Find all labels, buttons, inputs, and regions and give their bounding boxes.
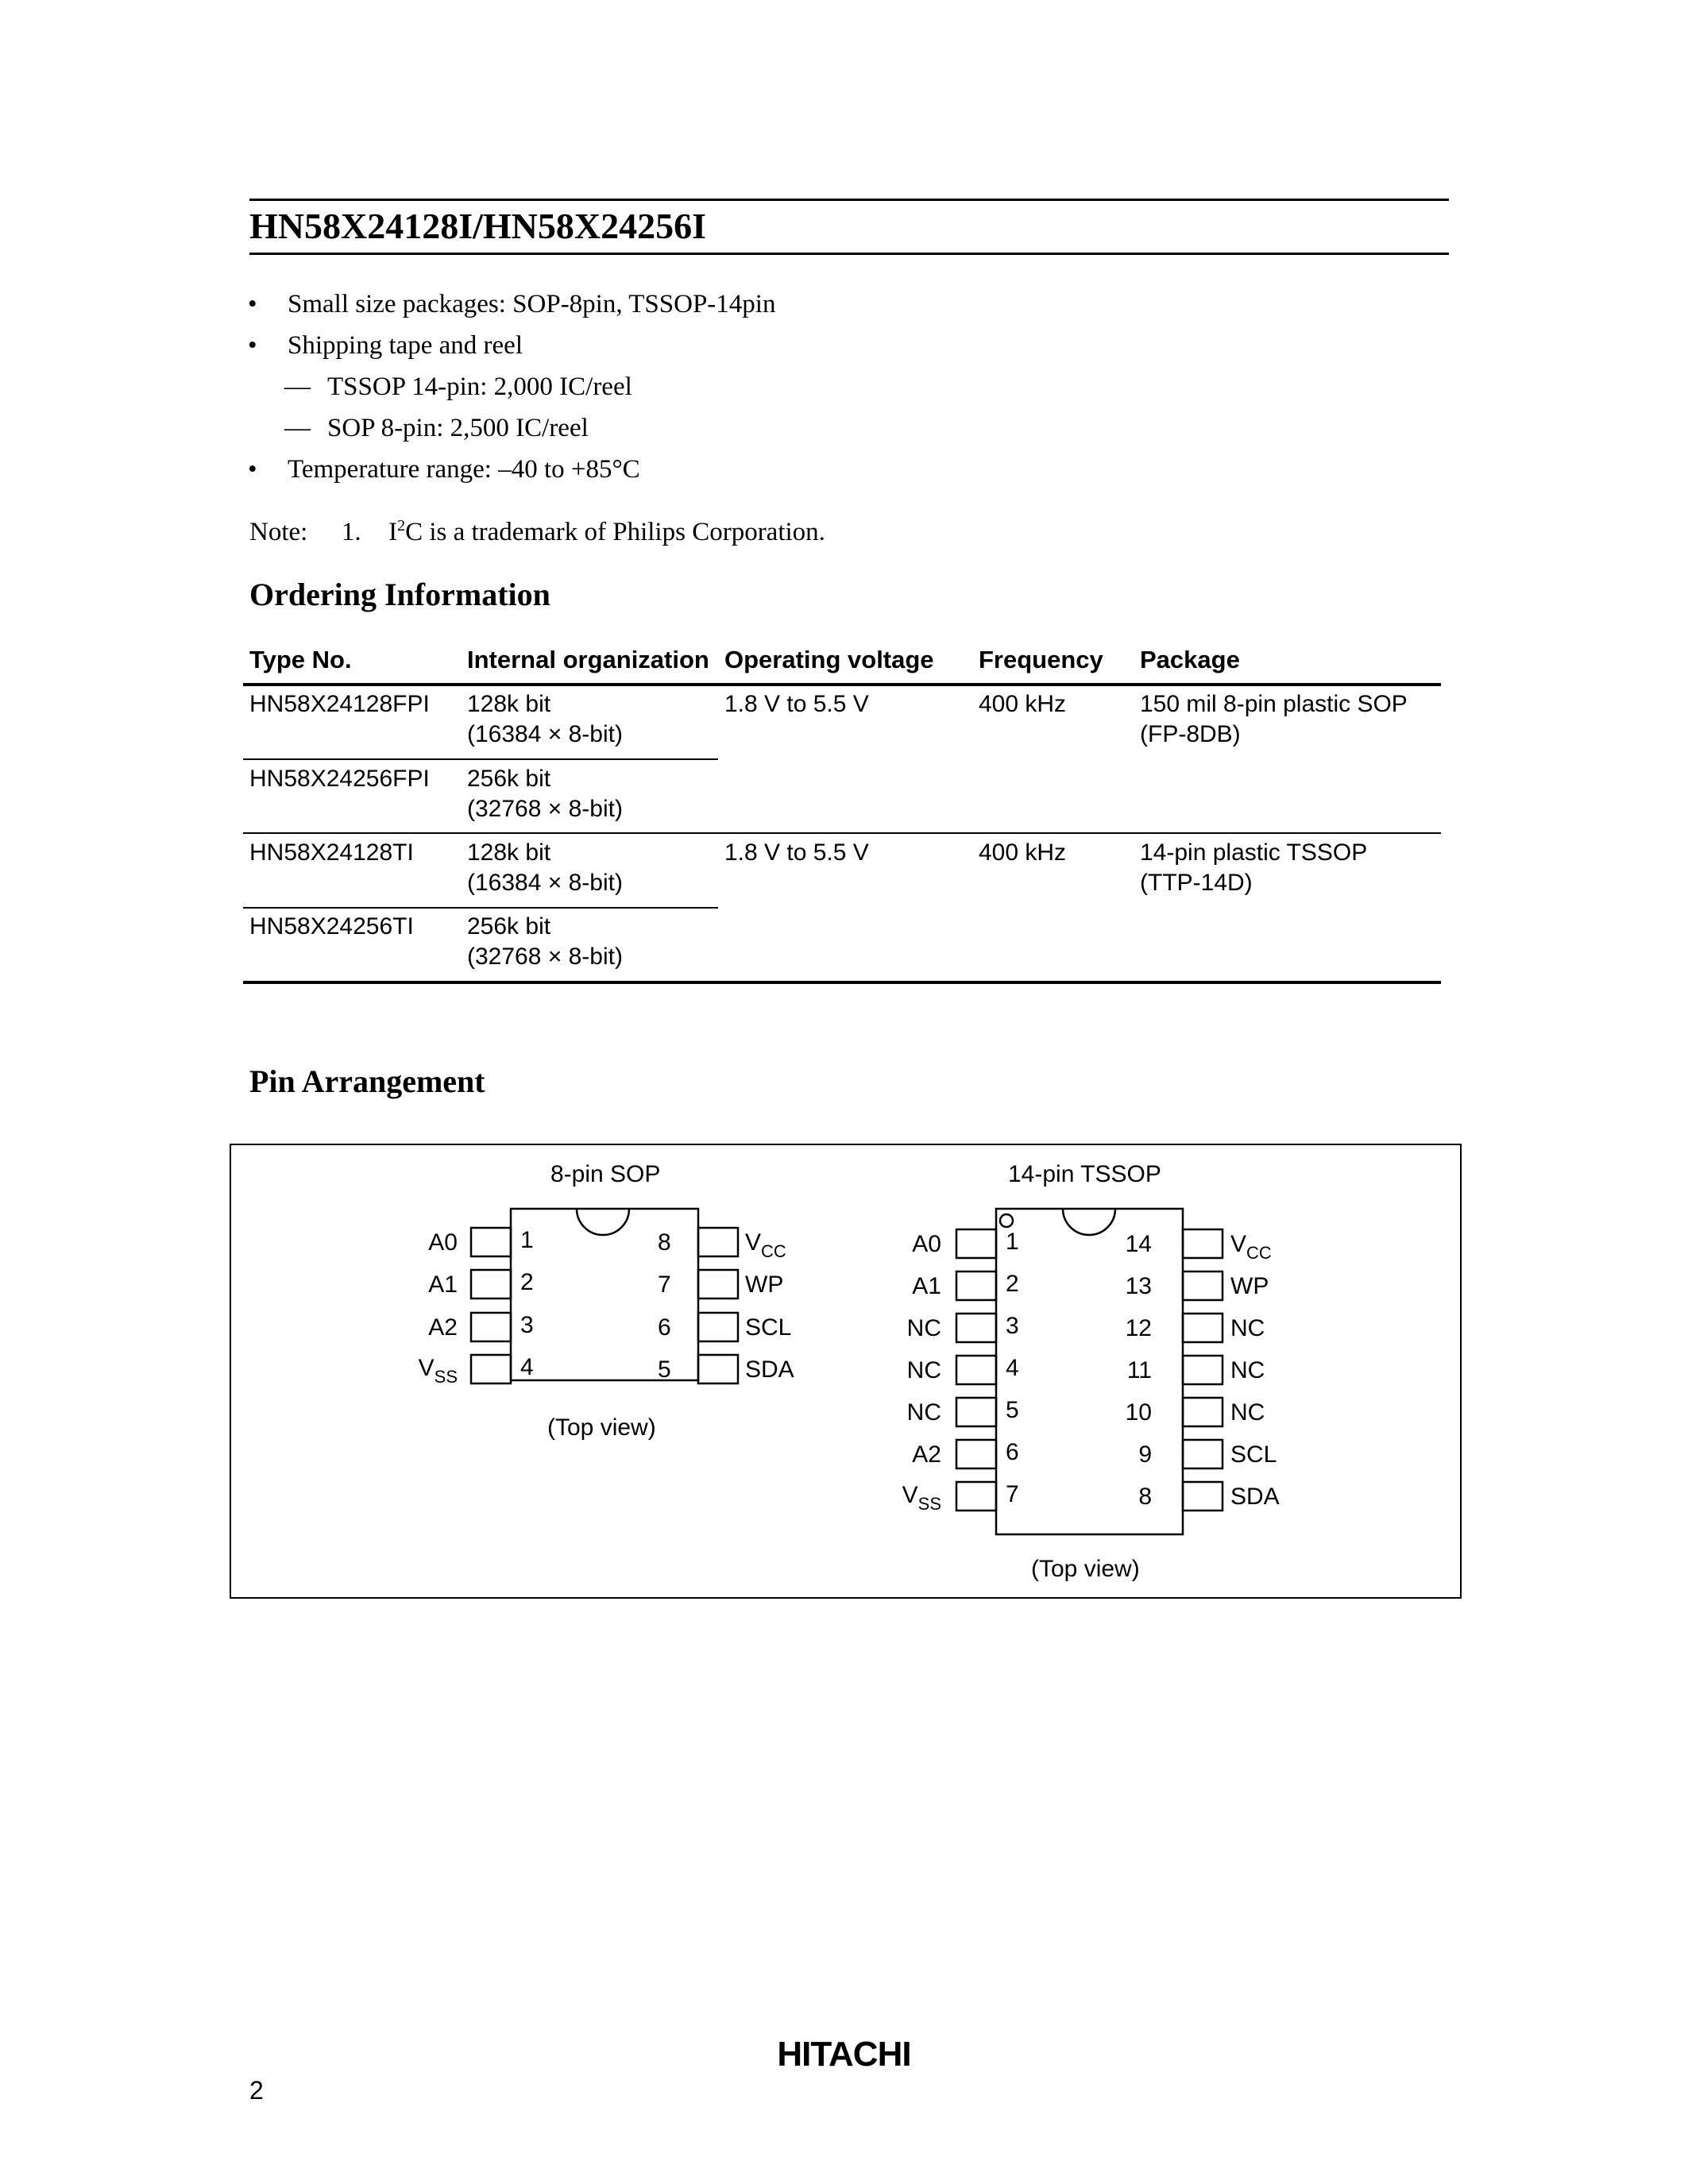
cell-package-code: (FP-8DB): [1140, 721, 1241, 747]
pin-arrangement-figure: [230, 1144, 1462, 1599]
pin-number: 6: [1006, 1439, 1019, 1465]
col-header-type: Type No.: [249, 646, 352, 673]
cell-org: 128k bit: [467, 839, 551, 866]
sop-notch: [577, 1209, 629, 1235]
cell-org-detail: (32768 × 8-bit): [467, 943, 623, 970]
cell-package-code: (TTP-14D): [1140, 870, 1253, 896]
ordering-heading: Ordering Information: [249, 577, 550, 612]
tssop-pin-3: [956, 1314, 996, 1342]
pin-label: A1: [428, 1271, 458, 1298]
pin-number: 4: [520, 1354, 534, 1380]
cell-voltage: 1.8 V to 5.5 V: [724, 691, 869, 717]
cell-package: 150 mil 8-pin plastic SOP: [1140, 691, 1408, 717]
pin-label: A2: [428, 1314, 458, 1341]
feature-packages: Small size packages: SOP-8pin, TSSOP-14pin: [288, 290, 776, 318]
sop-pin-4: [471, 1355, 511, 1383]
pin-number: 4: [1006, 1355, 1019, 1381]
pin-label: A1: [912, 1273, 941, 1299]
pin-label: $V_{CC}$: [1230, 1231, 1272, 1263]
tssop-notch: [1063, 1209, 1115, 1235]
cell-voltage: 1.8 V to 5.5 V: [724, 839, 869, 866]
bullet-dot: •: [248, 331, 257, 360]
pin-number: 3: [520, 1312, 534, 1338]
pin-number: 10: [1125, 1399, 1152, 1426]
tssop-package: [956, 1209, 1223, 1534]
pin-label: NC: [906, 1399, 941, 1426]
pin-label: NC: [906, 1315, 941, 1341]
tssop-pin-9: [1183, 1440, 1223, 1468]
pin-number: 9: [1138, 1441, 1152, 1468]
col-header-voltage: Operating voltage: [724, 646, 934, 673]
pin-label: SDA: [745, 1356, 794, 1383]
pin-number: 8: [1138, 1484, 1152, 1510]
cell-type: HN58X24128FPI: [249, 691, 430, 717]
pin-label: A0: [912, 1231, 941, 1257]
cell-org-detail: (16384 × 8-bit): [467, 870, 623, 896]
tssop-body: [996, 1209, 1183, 1534]
tssop-pin-13: [1183, 1271, 1223, 1300]
tssop-pin-14: [1183, 1229, 1223, 1258]
sop-pin-7: [698, 1270, 738, 1298]
pin-number: 1: [520, 1227, 534, 1253]
header-rule-top: [249, 199, 1449, 201]
pin-number: 8: [658, 1229, 671, 1256]
sop-pin-6: [698, 1313, 738, 1341]
sop-pin-1: [471, 1228, 511, 1256]
cell-org: 256k bit: [467, 913, 551, 940]
pin-number: 13: [1125, 1273, 1152, 1299]
pin-number: 7: [1006, 1481, 1019, 1507]
sop-package: [471, 1209, 738, 1383]
col-header-package: Package: [1140, 646, 1240, 673]
pin-number: 2: [1006, 1271, 1019, 1297]
pin-label: NC: [906, 1357, 941, 1383]
sub-dash: —: [284, 372, 311, 401]
pin-label: WP: [1230, 1273, 1269, 1299]
pin-number: 14: [1125, 1231, 1152, 1257]
table-bottom-rule: [243, 981, 1441, 984]
note-number: 1.: [341, 518, 361, 546]
pin-number: 12: [1125, 1315, 1152, 1341]
pin-diagram-svg: [231, 1145, 1460, 1597]
cell-frequency: 400 kHz: [979, 691, 1067, 717]
row-rule: [243, 907, 718, 909]
sub-dash: —: [284, 414, 311, 442]
note-label: Note:: [249, 518, 308, 546]
cell-package: 14-pin plastic TSSOP: [1140, 839, 1368, 866]
page-number: 2: [249, 2076, 264, 2105]
tssop-pin-8: [1183, 1482, 1223, 1511]
pin-label: SDA: [1230, 1484, 1280, 1510]
sop-pin-5: [698, 1355, 738, 1383]
pin-label: NC: [1230, 1357, 1265, 1383]
pin-number: 3: [1006, 1313, 1019, 1339]
pin-label: A2: [912, 1441, 941, 1468]
tssop-pin-7: [956, 1482, 996, 1511]
feature-shipping-sop: SOP 8-pin: 2,500 IC/reel: [327, 414, 589, 442]
sop-top-view: (Top view): [547, 1414, 656, 1441]
pin-number: 11: [1126, 1357, 1152, 1383]
document-title: HN58X24128I/HN58X24256I: [249, 206, 707, 246]
cell-org-detail: (16384 × 8-bit): [467, 721, 623, 747]
trademark-note: [249, 517, 825, 547]
sop-pin-3: [471, 1313, 511, 1341]
pin-label: NC: [1230, 1399, 1265, 1426]
pin-label: A0: [428, 1229, 458, 1256]
pin-number: 5: [658, 1356, 671, 1383]
pin-label: NC: [1230, 1315, 1265, 1341]
tssop-pin-4: [956, 1356, 996, 1384]
tssop-title: 14-pin TSSOP: [1008, 1161, 1161, 1187]
tssop-pin-2: [956, 1271, 996, 1300]
sop-pin-8: [698, 1228, 738, 1256]
tssop-pin-10: [1183, 1398, 1223, 1426]
pin-label: SCL: [745, 1314, 792, 1341]
feature-shipping-tssop: TSSOP 14-pin: 2,000 IC/reel: [327, 372, 632, 401]
bullet-dot: •: [248, 290, 257, 318]
row-rule: [243, 758, 718, 760]
cell-frequency: 400 kHz: [979, 839, 1067, 866]
note-superscript: 2: [397, 517, 406, 534]
cell-org-detail: (32768 × 8-bit): [467, 796, 623, 822]
col-header-frequency: Frequency: [979, 646, 1103, 673]
col-header-org: Internal organization: [467, 646, 709, 673]
pin-number: 5: [1006, 1397, 1019, 1423]
hitachi-logo: HITACHI: [777, 2035, 911, 2074]
pin-number: 6: [658, 1314, 671, 1341]
pin-number: 7: [658, 1271, 671, 1298]
tssop-pin-6: [956, 1440, 996, 1468]
pin-number: 2: [520, 1269, 534, 1295]
cell-type: HN58X24256TI: [249, 913, 414, 940]
bullet-dot: •: [248, 455, 257, 484]
sop-pin-2: [471, 1270, 511, 1298]
pin-label: SCL: [1230, 1441, 1277, 1468]
group-rule: [243, 832, 1441, 834]
pin-label: $V_{SS}$: [418, 1355, 458, 1387]
tssop-pin1-marker: [1000, 1214, 1013, 1227]
tssop-pin-1: [956, 1229, 996, 1258]
cell-type: HN58X24256FPI: [249, 766, 430, 792]
pin-label: WP: [745, 1271, 784, 1298]
feature-shipping: Shipping tape and reel: [288, 331, 523, 360]
pin-label: $V_{CC}$: [745, 1229, 786, 1261]
pin-arrangement-heading: Pin Arrangement: [249, 1063, 485, 1099]
sop-title: 8-pin SOP: [550, 1161, 661, 1187]
pin-label: $V_{SS}$: [902, 1482, 941, 1514]
note-text: C is a trademark of Philips Corporation.: [405, 518, 825, 546]
cell-org: 256k bit: [467, 766, 551, 792]
pin-number: 1: [1006, 1229, 1019, 1255]
tssop-top-view: (Top view): [1031, 1556, 1140, 1582]
table-header-rule: [243, 683, 1441, 686]
cell-type: HN58X24128TI: [249, 839, 414, 866]
cell-org: 128k bit: [467, 691, 551, 717]
header-rule-bottom: [249, 253, 1449, 255]
tssop-pin-5: [956, 1398, 996, 1426]
note-i: I: [388, 518, 398, 546]
tssop-pin-11: [1183, 1356, 1223, 1384]
feature-temperature: Temperature range: –40 to +85°C: [288, 455, 640, 484]
tssop-pin-12: [1183, 1314, 1223, 1342]
